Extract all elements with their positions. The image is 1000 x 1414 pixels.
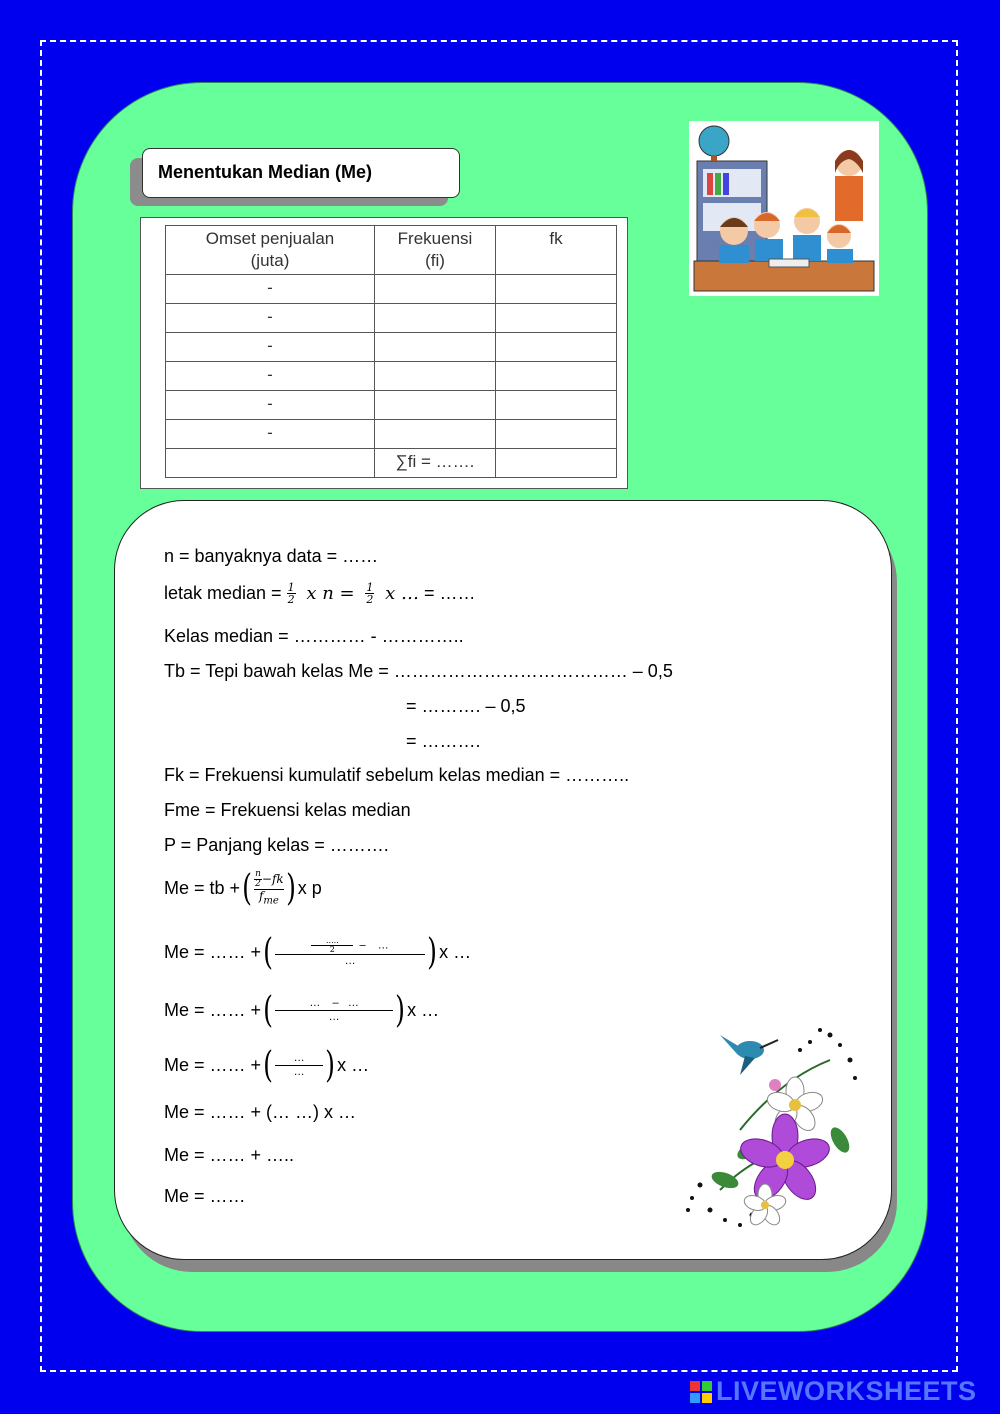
line-me-step2: Me = …… +( $\frac{\dots - \dots}{\dots}$ )x … [164,990,440,1031]
fk-cell[interactable] [496,304,617,333]
line-tb-step2: = ………. – 0,5 [406,696,526,716]
header-frekuensi: Frekuensi (fi) [375,226,496,275]
table-row: - [166,275,617,304]
line-me-step5: Me = …… + ….. [164,1145,295,1165]
page-title: Menentukan Median (Me) [142,148,460,198]
line-n: n = banyaknya data = …… [164,546,379,566]
frekuensi-cell[interactable] [375,362,496,391]
header-omset: Omset penjualan (juta) [166,226,375,275]
line-p: P = Panjang kelas = ………. [164,835,389,855]
frekuensi-cell[interactable] [375,420,496,449]
frequency-table-frame [140,217,628,489]
table-row: - [166,304,617,333]
liveworksheets-icon [690,1381,712,1403]
line-me-result: Me = …… [164,1186,246,1206]
fk-cell[interactable] [496,333,617,362]
line-kelas-median: Kelas median = ………… - ………….. [164,626,464,646]
header-fk: fk [496,226,617,275]
classroom-illustration [689,121,879,296]
frekuensi-cell[interactable] [375,304,496,333]
fk-cell[interactable] [496,449,617,478]
line-me-step1: Me = …… +( $\frac{.....}{2}$ – … … )x … [164,932,472,973]
frekuensi-cell[interactable] [375,275,496,304]
frekuensi-cell[interactable] [375,333,496,362]
frequency-table [165,225,617,478]
table-total-row [166,449,617,478]
line-letak-median: letak median = $\frac{1}{2}$ x n = $\frac{1}{2}$ x … = …… [164,581,476,606]
line-me-formula: Me = tb +( $\frac{n}{2}$ −fk $f_{me}$ )x p [164,868,322,909]
table-row: - [166,333,617,362]
line-fme: Fme = Frekuensi kelas median [164,800,411,820]
line-fk: Fk = Frekuensi kumulatif sebelum kelas median = ……….. [164,765,630,785]
flower-decoration [680,1020,870,1230]
liveworksheets-logo: LIVEWORKSHEETS [690,1376,977,1407]
fk-cell[interactable] [496,275,617,304]
sum-fi: ∑fi = ……. [375,449,496,478]
line-tb-step3: = ………. [406,731,481,751]
line-me-step3: Me = …… +( $\frac{\dots}{\dots}$ )x … [164,1045,370,1086]
line-tb: Tb = Tepi bawah kelas Me = ………………………………… – 0,5 [164,661,673,681]
table-row: - [166,362,617,391]
fk-cell[interactable] [496,362,617,391]
fk-cell[interactable] [496,420,617,449]
fk-cell[interactable] [496,391,617,420]
line-me-step4: Me = …… + (… …) x … [164,1102,357,1122]
table-row: - [166,391,617,420]
table-row: - [166,420,617,449]
frekuensi-cell[interactable] [375,391,496,420]
